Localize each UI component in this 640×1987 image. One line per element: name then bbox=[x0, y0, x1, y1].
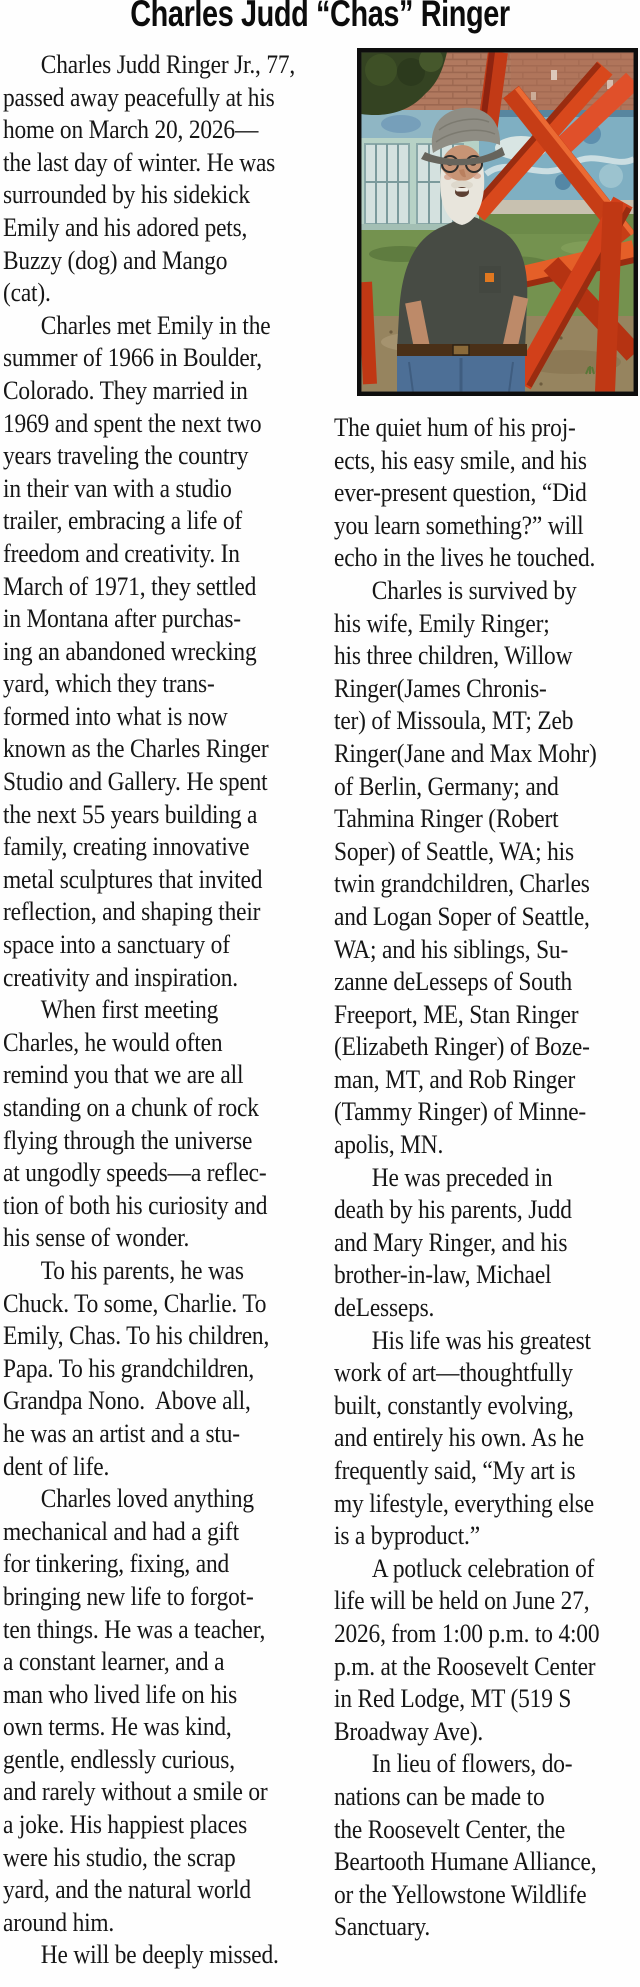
text-line: of Berlin, Germany; and bbox=[334, 771, 559, 801]
text-line: standing on a chunk of rock bbox=[3, 1093, 259, 1122]
text-line: Emily, Chas. To his children, bbox=[3, 1321, 270, 1351]
text-line: the Roosevelt Center, the bbox=[334, 1814, 566, 1844]
text-line: known as the Charles Ringer bbox=[3, 734, 269, 764]
text-line: his sense of wonder. bbox=[3, 1223, 190, 1253]
text-line: yard, which they trans- bbox=[3, 669, 215, 699]
paragraph bbox=[3, 49, 327, 310]
text-line: gentle, endlessly curious, bbox=[3, 1744, 235, 1774]
text-line: death by his parents, Judd bbox=[334, 1195, 572, 1225]
text-line: is a byproduct.” bbox=[334, 1521, 480, 1551]
text-line: he was an artist and a stu- bbox=[3, 1418, 240, 1448]
portrait-photo bbox=[357, 48, 638, 396]
paragraph bbox=[334, 1162, 640, 1325]
text-line: life will be held on June 27, bbox=[334, 1586, 590, 1616]
text-line: the last day of winter. He was bbox=[3, 147, 276, 177]
text-line: zanne deLesseps of South bbox=[334, 967, 573, 997]
text-line: surrounded by his sidekick bbox=[3, 180, 250, 210]
text-line: ten things. He was a teacher, bbox=[3, 1614, 266, 1644]
paragraph bbox=[334, 1553, 640, 1749]
text-line: man, MT, and Rob Ringer bbox=[334, 1064, 576, 1094]
text-line: and entirely his own. As he bbox=[334, 1423, 584, 1453]
text-line: you learn something?” will bbox=[334, 510, 584, 540]
text-line: Ringer(Jane and Max Mohr) bbox=[334, 738, 597, 768]
text-line: remind you that we are all bbox=[3, 1060, 244, 1090]
text-line: in Montana after purchas- bbox=[3, 604, 241, 634]
text-line: a joke. His happiest places bbox=[3, 1810, 248, 1840]
text-line: When first meeting bbox=[40, 995, 219, 1025]
text-line: flying through the universe bbox=[3, 1125, 253, 1155]
text-line: Broadway Ave). bbox=[334, 1716, 484, 1746]
text-line: own terms. He was kind, bbox=[3, 1712, 232, 1742]
text-line: A potluck celebration of bbox=[371, 1553, 595, 1583]
text-line: Tahmina Ringer (Robert bbox=[334, 804, 559, 834]
text-line: The quiet hum of his proj- bbox=[334, 413, 576, 442]
text-line: Ringer(James Chronis- bbox=[334, 673, 547, 703]
text-line: reflection, and shaping their bbox=[3, 897, 261, 927]
text-line: Emily and his adored pets, bbox=[3, 212, 248, 242]
text-line: (Elizabeth Ringer) of Boze- bbox=[334, 1032, 590, 1062]
text-line: space into a sanctuary of bbox=[3, 930, 230, 960]
right-column bbox=[334, 412, 640, 1944]
text-line: WA; and his siblings, Su- bbox=[334, 934, 569, 964]
text-line: Beartooth Humane Alliance, bbox=[334, 1847, 597, 1877]
text-line: He was preceded in bbox=[371, 1162, 553, 1192]
text-line: formed into what is now bbox=[3, 701, 228, 731]
text-line: twin grandchildren, Charles bbox=[334, 869, 590, 899]
text-line: summer of 1966 in Boulder, bbox=[3, 343, 262, 373]
text-line: my lifestyle, everything else bbox=[334, 1488, 594, 1518]
text-line: March of 1971, they settled bbox=[3, 571, 257, 601]
photo-illustration bbox=[361, 52, 634, 392]
pocket-logo bbox=[485, 273, 494, 282]
paragraph bbox=[3, 1255, 327, 1483]
text-line: p.m. at the Roosevelt Center bbox=[334, 1651, 596, 1681]
text-line: in Red Lodge, MT (519 S bbox=[334, 1684, 572, 1714]
text-line: his three children, Willow bbox=[334, 641, 573, 671]
text-line: Charles, he would often bbox=[3, 1027, 223, 1057]
text-line: 2026, from 1:00 p.m. to 4:00 bbox=[334, 1618, 600, 1648]
text-line: Freeport, ME, Stan Ringer bbox=[334, 999, 579, 1029]
text-line: Soper) of Seattle, WA; his bbox=[334, 836, 574, 866]
text-line: in their van with a studio bbox=[3, 473, 232, 503]
text-line: his wife, Emily Ringer; bbox=[334, 608, 550, 638]
text-line: 1969 and spent the next two bbox=[3, 408, 262, 438]
text-line: Sanctuary. bbox=[334, 1912, 431, 1942]
text-line: (Tammy Ringer) of Minne- bbox=[334, 1097, 587, 1127]
text-line: and Mary Ringer, and his bbox=[334, 1227, 568, 1257]
text-line: metal sculptures that invited bbox=[3, 864, 263, 894]
text-line: the next 55 years building a bbox=[3, 799, 258, 829]
text-line: nations can be made to bbox=[334, 1781, 545, 1811]
text-line: Charles met Emily in the bbox=[40, 310, 271, 340]
text-line: creativity and inspiration. bbox=[3, 962, 238, 992]
text-line: dent of life. bbox=[3, 1451, 110, 1481]
text-line: (cat). bbox=[3, 278, 51, 308]
text-line: passed away peacefully at his bbox=[3, 82, 275, 112]
paragraph bbox=[3, 310, 327, 994]
paragraph bbox=[334, 575, 640, 1162]
text-line: ever-present question, “Did bbox=[334, 478, 587, 508]
text-line: deLesseps. bbox=[334, 1293, 435, 1323]
paragraph bbox=[334, 1748, 640, 1944]
text-line: or the Yellowstone Wildlife bbox=[334, 1879, 587, 1909]
text-line: To his parents, he was bbox=[40, 1255, 244, 1285]
paragraph bbox=[3, 1483, 327, 1939]
text-line: Charles is survived by bbox=[371, 575, 577, 605]
text-line: bringing new life to forgot- bbox=[3, 1581, 254, 1611]
text-line: In lieu of flowers, do- bbox=[371, 1749, 573, 1779]
text-line: echo in the lives he touched. bbox=[334, 543, 596, 573]
text-line: tion of both his curiosity and bbox=[3, 1190, 268, 1220]
paragraph bbox=[3, 1939, 327, 1972]
text-line: Grandpa Nono. Above all, bbox=[3, 1386, 251, 1416]
text-line: Studio and Gallery. He spent bbox=[3, 767, 268, 797]
text-line: Charles Judd Ringer Jr., 77, bbox=[40, 50, 296, 79]
text-line: Buzzy (dog) and Mango bbox=[3, 245, 228, 275]
text-line: work of art—thoughtfully bbox=[334, 1358, 573, 1388]
text-line: Charles loved anything bbox=[40, 1484, 254, 1514]
text-line: yard, and the natural world bbox=[3, 1875, 251, 1905]
text-line: frequently said, “My art is bbox=[334, 1456, 576, 1485]
text-line: and Logan Soper of Seattle, bbox=[334, 901, 590, 931]
text-line: Chuck. To some, Charlie. To bbox=[3, 1288, 267, 1318]
page-title: Charles Judd “Chas” Ringer bbox=[130, 0, 510, 34]
text-line: family, creating innovative bbox=[3, 832, 250, 862]
text-line: a constant learner, and a bbox=[3, 1647, 225, 1677]
text-line: were his studio, the scrap bbox=[3, 1842, 236, 1872]
text-line: His life was his greatest bbox=[371, 1325, 591, 1355]
text-line: ter) of Missoula, MT; Zeb bbox=[334, 706, 574, 736]
text-line: brother-in-law, Michael bbox=[334, 1260, 552, 1290]
text-line: years traveling the country bbox=[3, 441, 249, 471]
text-line: and rarely without a smile or bbox=[3, 1777, 268, 1807]
left-column bbox=[3, 49, 327, 1972]
text-line: at ungodly speeds—a reflec- bbox=[3, 1158, 267, 1188]
text-line: home on March 20, 2026— bbox=[3, 115, 259, 145]
text-line: ects, his easy smile, and his bbox=[334, 445, 587, 475]
paragraph bbox=[334, 412, 640, 575]
text-line: trailer, embracing a life of bbox=[3, 506, 242, 536]
text-line: mechanical and had a gift bbox=[3, 1516, 239, 1546]
text-line: freedom and creativity. In bbox=[3, 538, 240, 568]
text-line: around him. bbox=[3, 1907, 115, 1937]
text-line: Papa. To his grandchildren, bbox=[3, 1353, 255, 1383]
paragraph bbox=[3, 994, 327, 1255]
text-line: apolis, MN. bbox=[334, 1130, 444, 1160]
text-line: Colorado. They married in bbox=[3, 375, 248, 405]
text-line: He will be deeply missed. bbox=[40, 1940, 279, 1970]
text-line: man who lived life on his bbox=[3, 1679, 238, 1709]
text-line: ing an abandoned wrecking bbox=[3, 636, 257, 666]
text-line: for tinkering, fixing, and bbox=[3, 1549, 230, 1579]
text-line: built, constantly evolving, bbox=[334, 1390, 574, 1420]
paragraph bbox=[334, 1325, 640, 1553]
